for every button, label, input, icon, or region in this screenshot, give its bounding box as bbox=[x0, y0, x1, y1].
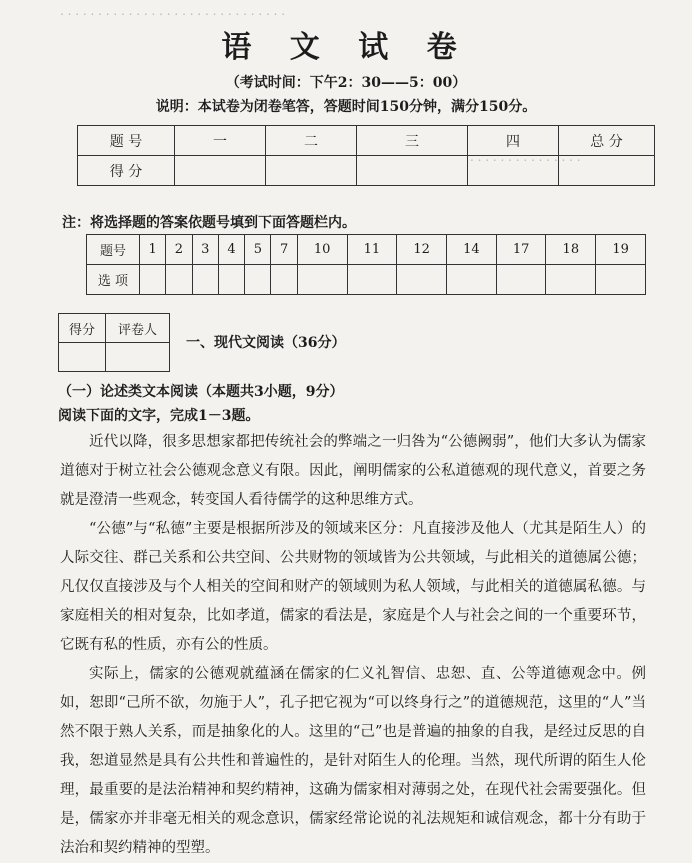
exam-description: 说明：本试卷为闭卷笔答，答题时间150分钟，满分150分。 bbox=[155, 99, 537, 115]
score-cell: 题 号 bbox=[78, 126, 175, 156]
bleed-through-text: . . . . . . . . . . . . . . . . . . . . . . . . . . . . . . bbox=[60, 4, 286, 18]
question-number: 14 bbox=[446, 235, 496, 265]
subsection-heading: （一）论述类文本阅读（本题共3小题，9分） bbox=[58, 384, 344, 400]
answer-blank-cell[interactable] bbox=[218, 265, 244, 295]
grader-name-blank[interactable] bbox=[106, 343, 170, 372]
answer-blank-cell[interactable] bbox=[546, 265, 596, 295]
score-cell: 二 bbox=[266, 126, 357, 156]
score-cell: 一 bbox=[175, 126, 266, 156]
answer-table bbox=[86, 234, 646, 295]
question-number: 18 bbox=[546, 235, 596, 265]
question-number: 1 bbox=[140, 235, 166, 265]
passage-paragraph: “公德”与“私德”主要是根据所涉及的领域来区分：凡直接涉及他人（尤其是陌生人）的人际交往、群己关系和公共空间、公共财物的领域皆为公共领域，与此相关的道德属公德；凡仅仅直接涉及与个人相关的空间和财产的领域则为私人领域，与此相关的道德属私德。与家庭相关的相对复杂，比如孝道，儒家的看法是，家庭是个人与社会之间的一个重要环节，它既有私的性质，亦有公的性质。 bbox=[60, 521, 646, 653]
question-number: 17 bbox=[496, 235, 546, 265]
grader-name-label: 评卷人 bbox=[106, 314, 170, 343]
grader-score-label: 得分 bbox=[59, 314, 106, 343]
score-cell: 三 bbox=[357, 126, 468, 156]
answer-blank-cell[interactable] bbox=[397, 265, 447, 295]
answer-number-row bbox=[87, 235, 646, 265]
score-cell: 总 分 bbox=[559, 126, 655, 156]
answer-blank-cell[interactable] bbox=[496, 265, 546, 295]
answer-blank-cell[interactable] bbox=[166, 265, 192, 295]
score-blank-cell[interactable] bbox=[357, 156, 468, 186]
score-blank-cell[interactable] bbox=[175, 156, 266, 186]
score-table-header-row bbox=[78, 126, 655, 156]
grader-table bbox=[58, 313, 170, 372]
answer-blank-cell[interactable] bbox=[446, 265, 496, 295]
passage-paragraph: 实际上，儒家的公德观就蕴涵在儒家的仁义礼智信、忠恕、直、公等道德观念中。例如，恕即“己所不欲，勿施于人”，孔子把它视为“可以终身行之”的道德规范，这里的“人”当然不限于熟人关系，而是抽象化的人。这里的“己”也是普遍的抽象的自我，是经过反思的自我，恕道显然是具有公共性和普遍性的，是针对陌生人的伦理。当然，现代所谓的陌生人伦理，最重要的是法治精神和契约精神，这确为儒家相对薄弱之处，在现代社会需要强化。但是，儒家亦并非毫无相关的观念意识，儒家经常论说的礼法规矩和诚信观念，都十分有助于法治和契约精神的型塑。 bbox=[60, 666, 646, 856]
question-number: 12 bbox=[397, 235, 447, 265]
answer-option-row bbox=[87, 265, 646, 295]
answer-blank-cell[interactable] bbox=[245, 265, 271, 295]
answer-row-label: 选 项 bbox=[87, 265, 140, 295]
answer-blank-cell[interactable] bbox=[271, 265, 297, 295]
question-number: 4 bbox=[218, 235, 244, 265]
score-table-score-row bbox=[78, 156, 655, 186]
question-number: 2 bbox=[166, 235, 192, 265]
score-blank-cell[interactable] bbox=[468, 156, 559, 186]
answer-blank-cell[interactable] bbox=[140, 265, 166, 295]
answer-row-label: 题号 bbox=[87, 235, 140, 265]
exam-time: （考试时间：下午2：30——5：00） bbox=[225, 75, 467, 91]
score-blank-cell[interactable] bbox=[559, 156, 655, 186]
score-blank-cell[interactable] bbox=[266, 156, 357, 186]
score-row-label: 得 分 bbox=[78, 156, 175, 186]
question-number: 19 bbox=[596, 235, 646, 265]
reading-instruction: 阅读下面的文字，完成1－3题。 bbox=[58, 408, 260, 424]
question-number: 7 bbox=[271, 235, 297, 265]
bleed-through-text: . . . . . . . . . . . . . . . bbox=[470, 150, 581, 164]
grader-blank-row bbox=[59, 343, 170, 372]
score-table bbox=[77, 125, 655, 186]
answer-blank-cell[interactable] bbox=[347, 265, 397, 295]
answer-note: 注：将选择题的答案依题号填到下面答题栏内。 bbox=[62, 215, 356, 231]
question-number: 11 bbox=[347, 235, 397, 265]
answer-blank-cell[interactable] bbox=[596, 265, 646, 295]
passage-paragraph: 近代以降，很多思想家都把传统社会的弊端之一归咎为“公德阙弱”，他们大多认为儒家道德对于树立社会公德观念意义有限。因此，阐明儒家的公私道德观的现代意义，首要之务就是澄清一些观念，转变国人看待儒学的这种思维方式。 bbox=[60, 434, 646, 508]
grader-header-row bbox=[59, 314, 170, 343]
question-number: 5 bbox=[245, 235, 271, 265]
answer-blank-cell[interactable] bbox=[297, 265, 347, 295]
answer-blank-cell[interactable] bbox=[192, 265, 218, 295]
question-number: 10 bbox=[297, 235, 347, 265]
score-cell: 四 bbox=[468, 126, 559, 156]
question-number: 3 bbox=[192, 235, 218, 265]
grader-score-blank[interactable] bbox=[59, 343, 106, 372]
exam-title: 语 文 试 卷 bbox=[221, 30, 471, 65]
section-heading: 一、现代文阅读（36分） bbox=[186, 335, 346, 351]
